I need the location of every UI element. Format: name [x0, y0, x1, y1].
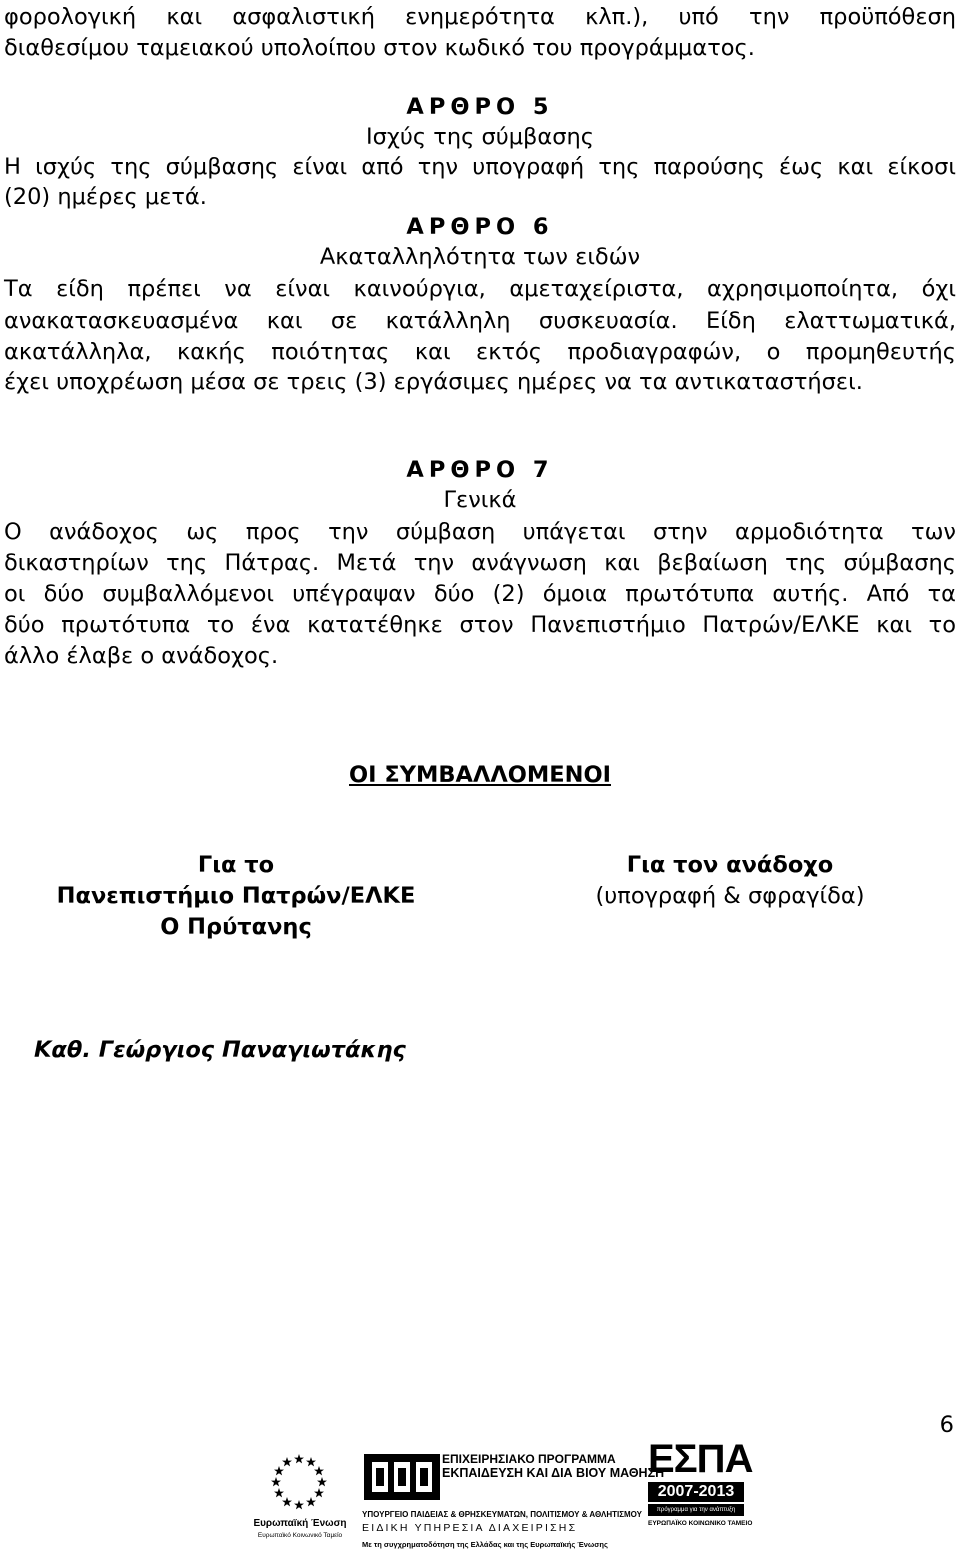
- eu-fund: Ευρωπαϊκό Κοινωνικό Ταμείο: [257, 1532, 343, 1539]
- intro-line-2: διαθεσίμου ταμειακού υπολοίπου στον κωδικό του προγράμματος.: [4, 35, 755, 61]
- article-5-title: Ισχύς της σύμβασης: [366, 124, 594, 150]
- article-7-line-4: δύο πρωτότυπα το ένα κατατέθηκε στον Πανεπιστήμιο Πατρών/ΕΛΚΕ και το: [4, 612, 956, 638]
- article-5-line-2: (20) ημέρες μετά.: [4, 184, 207, 210]
- espa-logo: [648, 1437, 753, 1544]
- article-7-line-3: οι δύο συμβαλλόμενοι υπέγραψαν δύο (2) όμοια πρωτότυπα αυτής. Από τα: [4, 581, 956, 607]
- program-title: ΕΠΙΧΕΙΡΗΣΙΑΚΟ ΠΡΟΓΡΑΜΜΑ: [442, 1452, 616, 1466]
- article-6-line-1: Τα είδη πρέπει να είναι καινούργια, αμεταχείριστα, αχρησιμοποίητα, όχι: [4, 276, 956, 302]
- article-5-number: ΑΡΘΡΟ 5: [406, 94, 554, 120]
- signatory-name: Καθ. Γεώργιος Παναγιωτάκης: [34, 1037, 406, 1063]
- article-6-line-3: ακατάλληλα, κακής ποιότητας και εκτός προδιαγραφών, ο προμηθευτής: [4, 339, 956, 365]
- article-6-line-4: έχει υποχρέωση μέσα σε τρεις (3) εργάσιμες ημέρες να τα αντικαταστήσει.: [4, 369, 863, 395]
- signature-left-line-1: Για το: [197, 852, 275, 878]
- program-emblem-icon: [364, 1450, 440, 1504]
- signature-right-line-1: Για τον ανάδοχο: [626, 852, 834, 878]
- education-program-logo: [358, 1440, 665, 1554]
- article-6-title: Ακαταλληλότητα των ειδών: [319, 244, 641, 270]
- eu-stars-icon: [258, 1450, 340, 1514]
- espa-years: 2007-2013: [648, 1482, 744, 1502]
- eu-name: Ευρωπαϊκή Ένωση: [253, 1518, 347, 1529]
- program-subtitle: ΕΚΠΑΙΔΕΥΣΗ ΚΑΙ ΔΙΑ ΒΙΟΥ ΜΑΘΗΣΗ: [442, 1466, 665, 1480]
- espa-fund: ΕΥΡΩΠΑΪΚΟ ΚΟΙΝΩΝΙΚΟ ΤΑΜΕΙΟ: [648, 1520, 753, 1527]
- signature-left-block: [10, 850, 462, 943]
- signatures-heading-text: ΟΙ ΣΥΜΒΑΛΛΟΜΕΝΟΙ: [349, 762, 611, 788]
- article-6-line-2: ανακατασκευασμένα και σε κατάλληλη συσκευασία. Είδη ελαττωματικά,: [4, 308, 956, 334]
- article-7-number: ΑΡΘΡΟ 7: [406, 457, 554, 483]
- espa-title: ΕΣΠΑ: [648, 1437, 753, 1481]
- article-5-line-1: Η ισχύς της σύμβασης είναι από την υπογραφή της παρούσης έως και είκοσι: [4, 154, 956, 180]
- article-7-line-1: Ο ανάδοχος ως προς την σύμβαση υπάγεται στην αρμοδιότητα των: [4, 519, 956, 545]
- signatures-heading: [0, 760, 960, 790]
- cofinance-note: Με τη συγχρηματοδότηση της Ελλάδας και της Ευρωπαϊκής Ένωσης: [362, 1540, 608, 1549]
- intro-line-1: φορολογική και ασφαλιστική ενημερότητα κλπ.), υπό την προϋπόθεση: [4, 4, 956, 30]
- signature-left-line-2: Πανεπιστήμιο Πατρών/ΕΛΚΕ: [56, 883, 416, 909]
- article-7-line-2: δικαστηρίων της Πάτρας. Μετά την ανάγνωση και βεβαίωση της σύμβασης: [4, 550, 956, 576]
- article-7-title: Γενικά: [443, 487, 517, 513]
- footer-logos: [0, 1432, 960, 1554]
- page-number: 6: [939, 1412, 954, 1438]
- signature-right-block: [510, 850, 950, 912]
- article-6-number: ΑΡΘΡΟ 6: [406, 214, 554, 240]
- article-7-line-5: άλλο έλαβε ο ανάδοχος.: [4, 643, 279, 669]
- eu-logo: [250, 1440, 350, 1550]
- signature-right-line-2: (υπογραφή & σφραγίδα): [595, 883, 865, 909]
- management-service: ΕΙΔΙΚΗ ΥΠΗΡΕΣΙΑ ΔΙΑΧΕΙΡΙΣΗΣ: [362, 1522, 578, 1534]
- espa-tagline: πρόγραμμα για την ανάπτυξη: [648, 1504, 744, 1516]
- signature-left-line-3: Ο Πρύτανης: [160, 914, 312, 940]
- ministry-name: ΥΠΟΥΡΓΕΙΟ ΠΑΙΔΕΙΑΣ & ΘΡΗΣΚΕΥΜΑΤΩΝ, ΠΟΛΙΤΙΣΜΟΥ & ΑΘΛΗΤΙΣΜΟΥ: [362, 1510, 642, 1519]
